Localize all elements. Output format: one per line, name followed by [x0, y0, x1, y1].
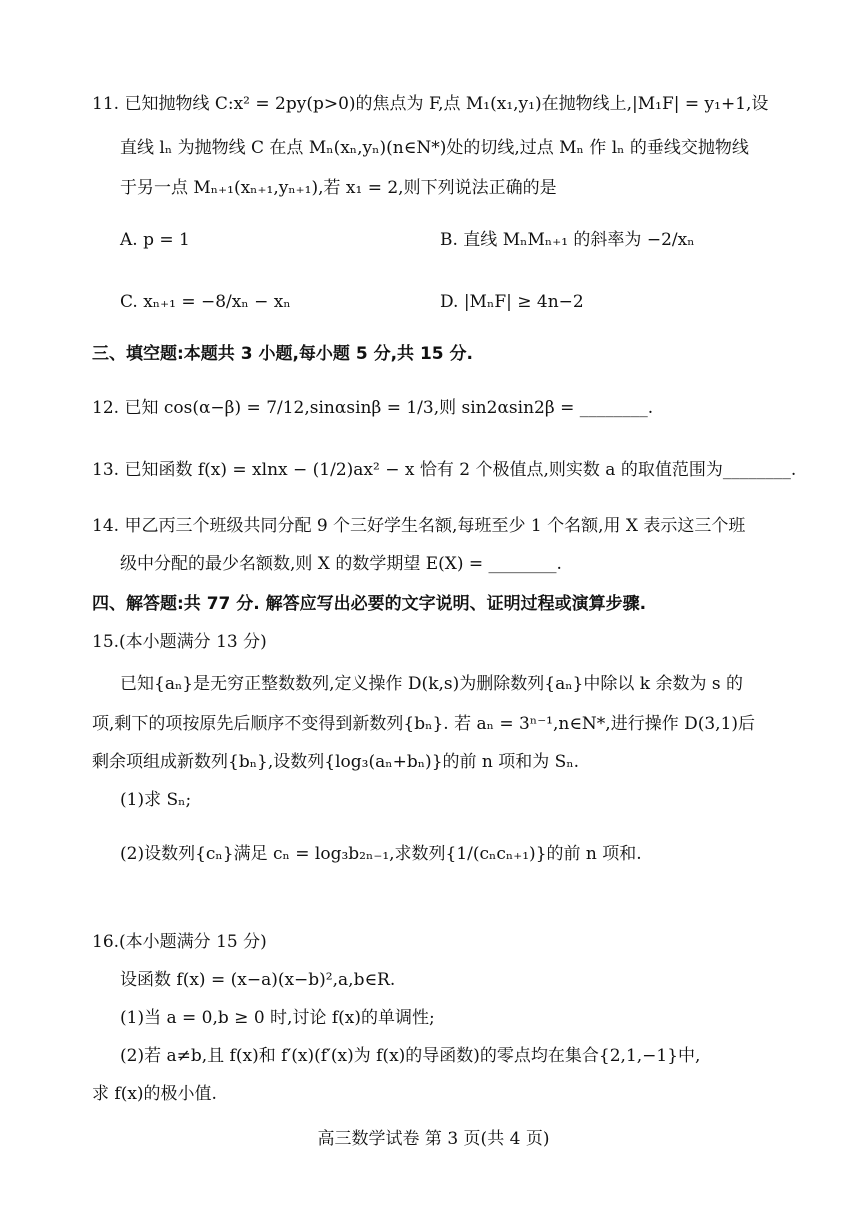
q15-part2: (2)设数列{cₙ}满足 cₙ = log₃b₂ₙ₋₁,求数列{1/(cₙcₙ₊₁)}的前 n 项和.: [120, 844, 642, 864]
question-13: 13. 已知函数 f(x) = xlnx − (1/2)ax² − x 恰有 2 个极值点,则实数 a 的取值范围为________.: [92, 460, 797, 480]
q11-line1: 11. 已知抛物线 C:x² = 2py(p>0)的焦点为 F,点 M₁(x₁,y₁)在抛物线上,|M₁F| = y₁+1,设: [92, 94, 769, 114]
page-footer: 高三数学试卷 第 3 页(共 4 页): [317, 1129, 550, 1149]
q15-line1: 已知{aₙ}是无穷正整数数列,定义操作 D(k,s)为删除数列{aₙ}中除以 k 余数为 s 的: [120, 674, 744, 694]
q15-line2: 项,剩下的项按原先后顺序不变得到新数列{bₙ}. 若 aₙ = 3ⁿ⁻¹,n∈N*,进行操作 D(3,1)后: [92, 714, 756, 734]
section-3-heading: 三、填空题:本题共 3 小题,每小题 5 分,共 15 分.: [92, 344, 473, 364]
q16-part3: 求 f(x)的极小值.: [92, 1084, 217, 1104]
q16-line1: 设函数 f(x) = (x−a)(x−b)²,a,b∈R.: [120, 970, 396, 990]
question-12: 12. 已知 cos(α−β) = 7/12,sinαsinβ = 1/3,则 sin2αsin2β = ________.: [92, 398, 654, 418]
q11-line3: 于另一点 Mₙ₊₁(xₙ₊₁,yₙ₊₁),若 x₁ = 2,则下列说法正确的是: [120, 178, 557, 198]
q16-part2: (2)若 a≠b,且 f(x)和 f′(x)(f′(x)为 f(x)的导函数)的零点均在集合{2,1,−1}中,: [120, 1046, 701, 1066]
q11-option-b: B. 直线 MₙMₙ₊₁ 的斜率为 −2/xₙ: [440, 230, 695, 250]
q11-option-d: D. |MₙF| ≥ 4n−2: [440, 292, 584, 312]
section-4-heading: 四、解答题:共 77 分. 解答应写出必要的文字说明、证明过程或演算步骤.: [92, 594, 647, 614]
q14-line1: 14. 甲乙丙三个班级共同分配 9 个三好学生名额,每班至少 1 个名额,用 X 表示这三个班: [92, 516, 746, 536]
q15-heading: 15.(本小题满分 13 分): [92, 632, 267, 652]
q11-option-a: A. p = 1: [120, 230, 190, 250]
q16-heading: 16.(本小题满分 15 分): [92, 932, 267, 952]
q15-line3: 剩余项组成新数列{bₙ},设数列{log₃(aₙ+bₙ)}的前 n 项和为 Sₙ.: [92, 752, 580, 772]
q16-part1: (1)当 a = 0,b ≥ 0 时,讨论 f(x)的单调性;: [120, 1008, 435, 1028]
q15-part1: (1)求 Sₙ;: [120, 790, 192, 810]
q11-line2: 直线 lₙ 为抛物线 C 在点 Mₙ(xₙ,yₙ)(n∈N*)处的切线,过点 Mₙ 作 lₙ 的垂线交抛物线: [120, 138, 749, 158]
q11-option-c: C. xₙ₊₁ = −8/xₙ − xₙ: [120, 292, 291, 312]
q14-line2: 级中分配的最少名额数,则 X 的数学期望 E(X) = ________.: [120, 554, 562, 574]
